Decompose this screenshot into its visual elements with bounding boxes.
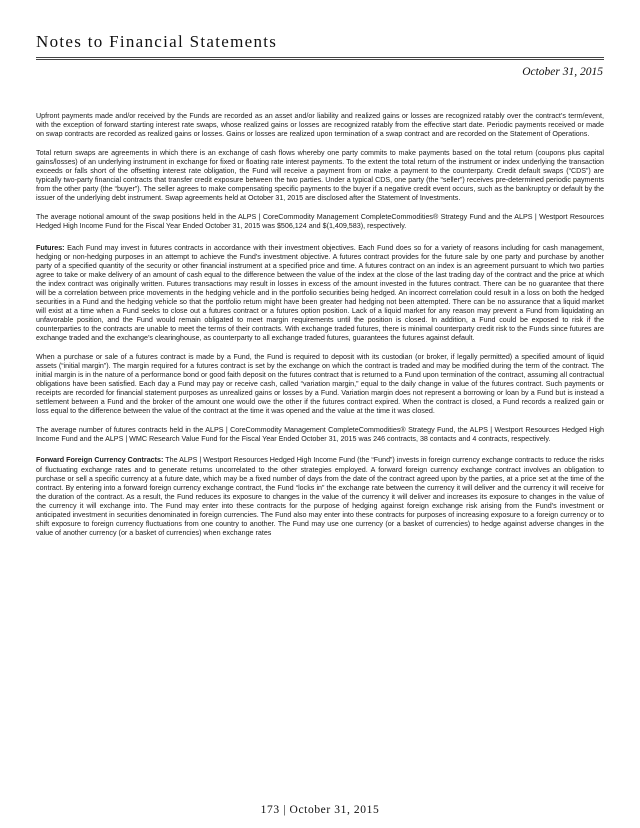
futures-heading: Futures:	[36, 243, 65, 252]
forward-currency-heading: Forward Foreign Currency Contracts:	[36, 456, 164, 465]
paragraph-total-return-swaps: Total return swaps are agreements in which there is an exchange of cash flows whereby one party commits to make payments based on the total return (coupons plus capital gains/losses) of an underlying instrument in exchange for fixed or floating rate interest payments. To the extent the total return of the instrument or index underlying the transaction exceeds or falls short of the offsetting interest rate obligation, the Fund will receive a payment from or make a payment to the counterparty. Credit default swaps (“CDS”) are typically two-party financial contracts that transfer credit exposure between the two parties. Under a typical CDS, one party (the “seller”) receives pre-determined periodic payments from the other party (the “buyer”). The seller agrees to make compensating specific payments to the buyer if a negative credit event occurs, such as the bankruptcy or default by the issuer of the underlying debt instrument. Swap agreements held at October 31, 2015 are disclosed after the Statement of Investments.	[36, 149, 604, 203]
futures-text: Each Fund may invest in futures contracts in accordance with their investment objectives. Each Fund does so for a variety of reasons including for cash management, hedging or non-hedging purposes in an attempt to achieve the Fund’s investment objective. A futures contract provides for the future sale by one party and purchase by another party of a specified quantity of the security or other financial instrument at a specified price and time. A futures contract on an index is an agreement pursuant to which two parties agree to take or make delivery of an amount of cash equal to the difference between the value of the index at the close of the last trading day of the contract and the price at which the index contract was originally written. Futures transactions may result in losses in excess of the amount invested in the futures contract. There can be no guarantee that there will be a correlation between price movements in the hedging vehicle and in the portfolio securities being hedged. An incorrect correlation could result in a loss on both the hedged securities in a Fund and the hedging vehicle so that the portfolio return might have been greater had hedging not been attempted. There can be no assurance that a liquid market will exist at a time when a Fund seeks to close out a futures contract or a futures option position. Lack of a liquid market for any reason may prevent a Fund from liquidating an unfavorable position, and the Fund would remain obligated to meet margin requirements until the position is closed. In addition, a Fund could be exposed to risk if the counterparties to the contracts are unable to meet the terms of their contracts. With exchange traded futures, there is minimal counterparty credit risk to the Funds since futures are exchange traded and the exchange’s clearinghouse, as counterparty to all exchange traded futures, guarantees the futures against default.	[36, 243, 604, 342]
title-rule-top	[36, 57, 604, 58]
paragraph-forward-currency	[36, 456, 604, 537]
paragraph-margin: When a purchase or sale of a futures contract is made by a Fund, the Fund is required to deposit with its custodian (or broker, if legally permitted) a specified amount of liquid assets (“initial margin”). The margin required for a futures contract is set by the exchange on which the contract is traded and may be modified during the term of the contract. The initial margin is in the nature of a performance bond or good faith deposit on the futures contract that is returned to a Fund upon termination of the contract, assuming all contractual obligations have been satisfied. Each day a Fund may pay or receive cash, called “variation margin,” equal to the daily change in value of the futures contract. Such payments or receipts are recorded for financial statement purposes as unrealized gains or losses by a Fund. Variation margin does not represent a borrowing or loan by a Fund but is instead a settlement between a Fund and the broker of the amount one would owe the other if the futures contract expired. When the contract is closed, a Fund records a realized gain or loss equal to the difference between the value of the contract at the time it was opened and the value at the time it was closed.	[36, 353, 604, 416]
report-date: October 31, 2015	[522, 66, 603, 78]
paragraph-futures-notional: The average number of futures contracts held in the ALPS | CoreCommodity Management CompleteCommodities® Strategy Fund, the ALPS | Westport Resources Hedged High Income Fund and the ALPS | WMC Research Value Fund for the Fiscal Year Ended October 31, 2015 was 246 contracts, 38 contacts and 4 contracts, respectively.	[36, 426, 604, 444]
title-rule-bottom	[36, 59, 604, 60]
forward-currency-text: The ALPS | Westport Resources Hedged High Income Fund (the “Fund”) invests in foreign currency exchange contracts to reduce the risks of fluctuating exchange rates and to generate returns uncorrelated to the other strategies employed. A forward foreign currency exchange contract involves an obligation to purchase or sell a specific currency at a future date, which may be a fixed number of days from the date of the contract agreed upon by the parties, at a price set at the time of the contract. By entering into a forward foreign currency exchange contract, the Fund “locks in” the exchange rate between the currency it will deliver and the currency it will receive for the duration of the contract. As a result, the Fund reduces its exposure to changes in the value of the currency it will deliver and increases its exposure to changes in the value of the currency it will exchange into. The Fund may enter into these contracts for the purpose of hedging against foreign exchange risk arising from the Fund’s investment or anticipated investment in securities denominated in foreign currencies. The Fund also may enter into these contracts for purposes of increasing exposure to a foreign currency or to shift exposure to foreign currency fluctuations from one country to another. The Fund may use one currency (or a basket of currencies) to hedge against adverse changes in the value of another currency (or a basket of currencies) when exchange rates	[36, 456, 604, 537]
page-title: Notes to Financial Statements	[36, 32, 278, 51]
paragraph-futures	[36, 244, 604, 344]
page-footer: 173 | October 31, 2015	[260, 804, 380, 816]
paragraph-swap-notional: The average notional amount of the swap positions held in the ALPS | CoreCommodity Management CompleteCommodities® Strategy Fund and the ALPS | Westport Resources Hedged High Income Fund for the Fiscal Year Ended October 31, 2015 was $506,124 and $(1,409,583), respectively.	[36, 213, 604, 231]
document-body	[36, 112, 604, 548]
paragraph-upfront-payments: Upfront payments made and/or received by the Funds are recorded as an asset and/or liability and realized gains or losses are recognized ratably over the contract’s term/event, with the exception of forward starting interest rate swaps, whose realized gains or losses are recognized ratably from the effective start date. Periodic payments received or made on swap contracts are recorded as realized gains or losses. Gains or losses are realized upon termination of a swap contract and are recorded on the Statement of Operations.	[36, 112, 604, 139]
